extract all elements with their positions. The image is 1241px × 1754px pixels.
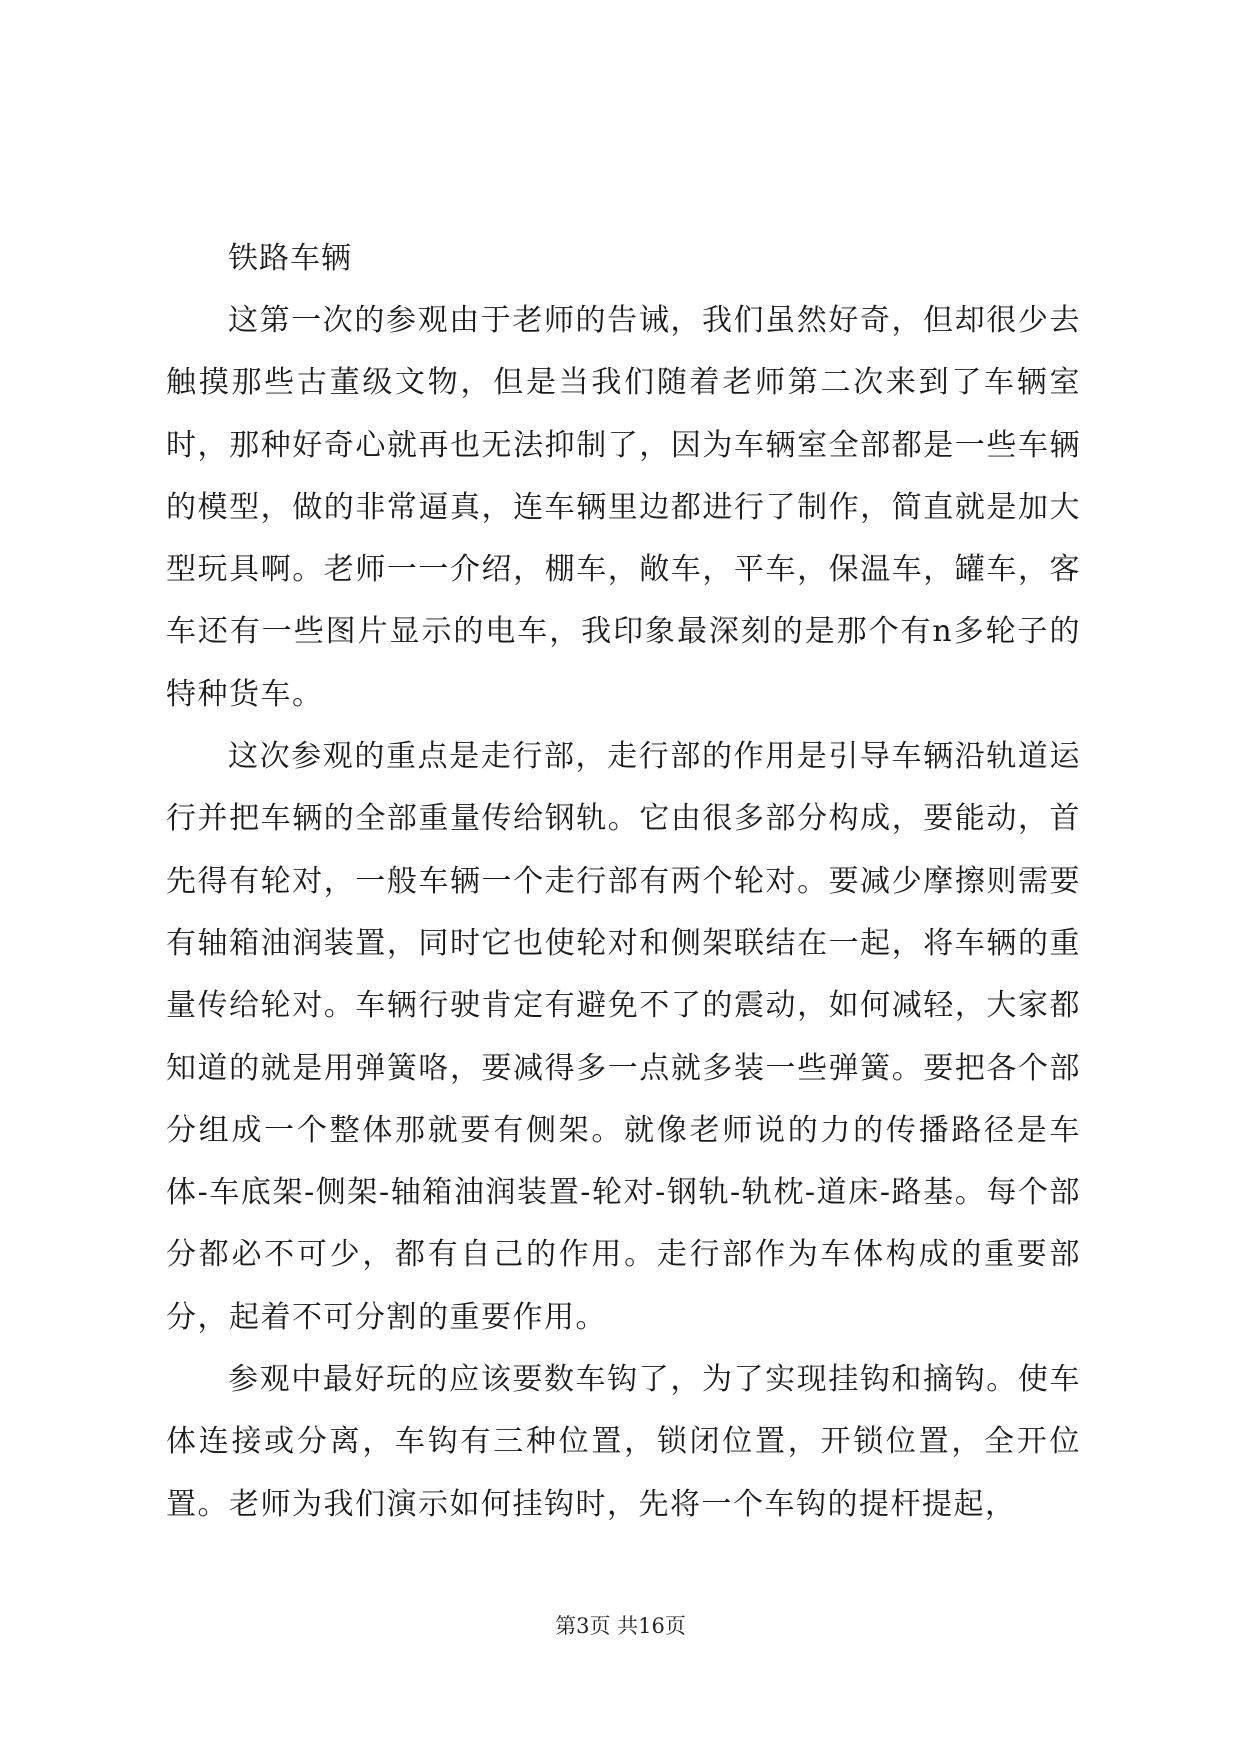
page-number-footer: 第3页 共16页 xyxy=(555,1614,686,1638)
paragraph-2: 这次参观的重点是走行部，走行部的作用是引导车辆沿轨道运行并把车辆的全部重量传给钢轨。它由很多部分构成，要能动，首先得有轮对，一般车辆一个走行部有两个轮对。要减少摩擦则需要有轴箱油润装置，同时它也使轮对和侧架联结在一起，将车辆的重量传给轮对。车辆行驶肯定有避免不了的震动，如何减轻，大家都知道的就是用弹簧咯，要减得多一点就多装一些弹簧。要把各个部分组成一个整体那就要有侧架。就像老师说的力的传播路径是车体-车底架-侧架-轴箱油润装置-轮对-钢轨-轨枕-道床-路基。每个部分都必不可少，都有自己的作用。走行部作为车体构成的重要部分，起着不可分割的重要作用。 xyxy=(166,739,1081,1335)
paragraph-3: 参观中最好玩的应该要数车钩了，为了实现挂钩和摘钩。使车体连接或分离，车钩有三种位置，锁闭位置，开锁位置，全开位置。老师为我们演示如何挂钩时，先将一个车钩的提杆提起， xyxy=(166,1362,1081,1522)
document-body xyxy=(166,228,1081,1536)
section-title: 铁路车辆 xyxy=(228,241,352,276)
paragraph-1: 这第一次的参观由于老师的告诫，我们虽然好奇，但却很少去触摸那些古董级文物，但是当我们随着老师第二次来到了车辆室时，那种好奇心就再也无法抑制了，因为车辆室全部都是一些车辆的模型，做的非常逼真，连车辆里边都进行了制作，简直就是加大型玩具啊。老师一一介绍，棚车，敞车，平车，保温车，罐车，客车还有一些图片显示的电车，我印象最深刻的是那个有n多轮子的特种货车。 xyxy=(166,303,1081,712)
